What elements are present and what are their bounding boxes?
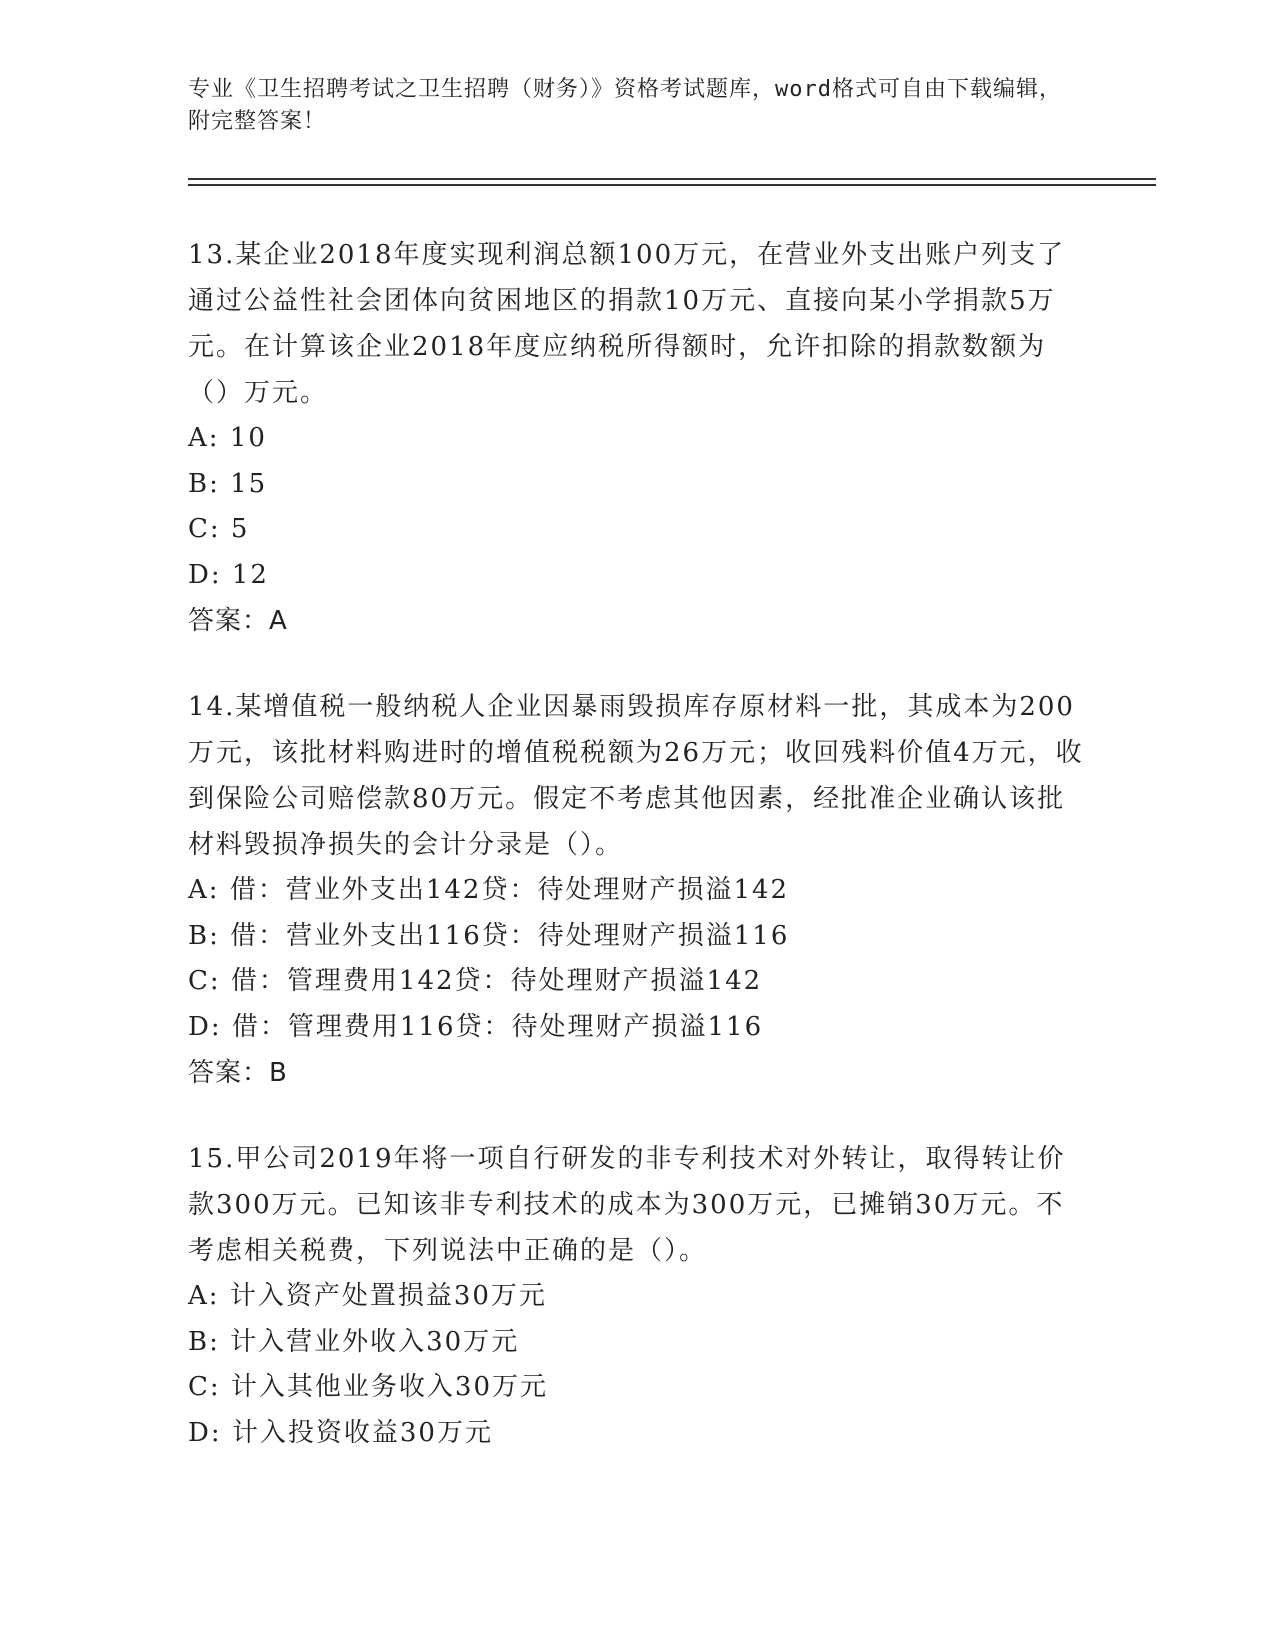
document-header	[188, 74, 1068, 138]
question-list	[188, 232, 1088, 1496]
option-a	[188, 416, 1088, 462]
option-letter: C:	[188, 966, 221, 996]
option-text: 5	[230, 514, 250, 544]
option-b	[188, 462, 1088, 508]
question-15	[188, 1136, 1088, 1456]
header-text: 专业《卫生招聘考试之卫生招聘（财务）》资格考试题库，word格式可自由下载编辑，附完整答案！	[188, 77, 1062, 134]
question-stem: 13.某企业2018年度实现利润总额100万元，在营业外支出账户列支了通过公益性社会团体向贫困地区的捐款10万元、直接向某小学捐款5万元。在计算该企业2018年度应纳税所得额时，允许扣除的捐款数额为（）万元。	[188, 240, 1066, 408]
option-c	[188, 507, 1088, 553]
question-14	[188, 684, 1088, 1096]
option-text: 15	[230, 468, 268, 499]
question-stem: 14.某增值税一般纳税人企业因暴雨毁损库存原材料一批，其成本为200万元，该批材料购进时的增值税税额为26万元；收回残料价值4万元，收到保险公司赔偿款80万元。假定不考虑其他因素，经批准企业确认该批材料毁损净损失的会计分录是（）。	[188, 692, 1084, 860]
option-text: 借：营业外支出142贷：待处理财产损溢142	[229, 875, 790, 905]
header-divider-top	[188, 178, 1156, 180]
answer-label: 答案：B	[188, 1058, 288, 1088]
header-divider-bottom	[188, 184, 1156, 186]
option-letter: C:	[188, 514, 221, 544]
option-letter: D:	[188, 559, 222, 590]
option-d	[188, 1411, 1088, 1457]
option-c	[188, 959, 1088, 1005]
option-d	[188, 1005, 1088, 1051]
option-b	[188, 914, 1088, 960]
option-letter: A:	[188, 1281, 220, 1311]
option-letter: A:	[188, 423, 220, 453]
option-letter: C:	[188, 1372, 221, 1402]
option-text: 计入营业外收入30万元	[230, 1326, 520, 1357]
option-text: 计入资产处置损益30万元	[229, 1281, 547, 1311]
question-stem: 15.甲公司2019年将一项自行研发的非专利技术对外转让，取得转让价款300万元。已知该非专利技术的成本为300万元，已摊销30万元。不考虑相关税费，下列说法中正确的是（）。	[188, 1144, 1066, 1266]
option-letter: B:	[188, 920, 220, 951]
option-letter: B:	[188, 1326, 220, 1357]
option-c	[188, 1365, 1088, 1411]
option-text: 计入其他业务收入30万元	[230, 1372, 549, 1402]
option-d	[188, 553, 1088, 599]
option-letter: D:	[188, 1011, 222, 1042]
option-text: 借：管理费用116贷：待处理财产损溢116	[231, 1011, 764, 1042]
option-letter: D:	[188, 1417, 222, 1448]
option-b	[188, 1320, 1088, 1366]
option-text: 借：营业外支出116贷：待处理财产损溢116	[230, 920, 790, 951]
option-a	[188, 868, 1088, 914]
answer-label: 答案：A	[188, 606, 288, 636]
option-letter: A:	[188, 875, 220, 905]
question-13	[188, 232, 1088, 644]
option-text: 计入投资收益30万元	[231, 1417, 493, 1448]
option-text: 10	[229, 423, 267, 453]
option-text: 借：管理费用142贷：待处理财产损溢142	[230, 966, 763, 996]
option-letter: B:	[188, 468, 220, 499]
option-text: 12	[231, 559, 269, 590]
option-a	[188, 1274, 1088, 1320]
